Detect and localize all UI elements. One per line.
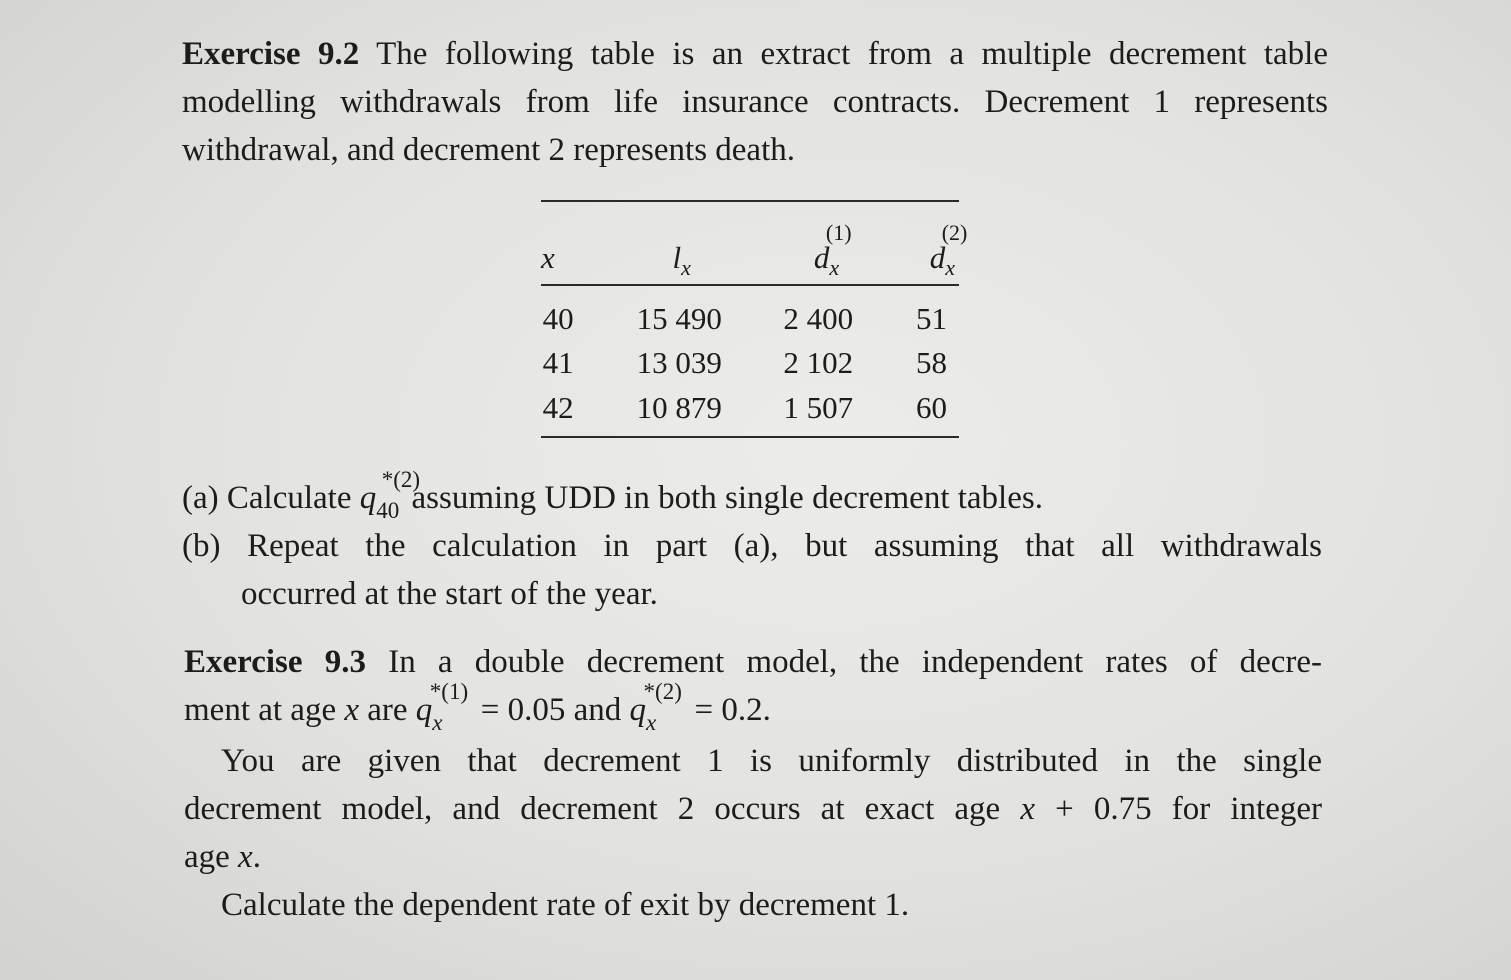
part-a-label: (a) (182, 480, 219, 516)
cell-d1: 1 507 (783, 389, 854, 425)
cell-lx: 15 490 (636, 301, 722, 336)
exercise-9-3-heading: Exercise 9.3 (184, 644, 366, 680)
table-row (541, 286, 959, 340)
cell-d2: 58 (916, 344, 947, 380)
q-star-2-40-symbol: $q_{40}$ *(2) (359, 467, 421, 523)
exercise-9-2-line-3: withdrawal, and decrement 2 represents death. (182, 132, 795, 168)
cell-lx: 10 879 (636, 389, 722, 425)
cell-d1: 2 102 (783, 344, 854, 380)
exercise-9-2-line-1: The following table is an extract from a multiple decrement table (376, 36, 1328, 72)
exercise-9-3-line-1: In a double decrement model, the independent rates of decre- (388, 644, 1323, 680)
cell-d2: 51 (916, 301, 947, 336)
part-b-line-2: occurred at the start of the year. (241, 576, 658, 612)
q-star-2-x-symbol: $q_x$ *(2) (629, 679, 682, 735)
header-lx: $l_x$ (672, 240, 691, 280)
table-bottom-rule (541, 436, 959, 438)
part-b-line-1: Repeat the calculation in part (a), but assuming that all withdrawals (247, 528, 1322, 564)
exercise-9-3: Exercise 9.3 In a double decrement model, the independent rates of decre- ment at age x are $q_x$ *(1) = 0.05 and $q_x$ *(2) = 0.2. You are given that decrement 1 is uniformly distributed in the single decrement model, and decrement 2 occurs at exact age x + 0.75 for integer age x. Calculate the dependent rate of exit by decrement 1. (184, 638, 1322, 929)
cell-x: 40 (542, 301, 574, 336)
cell-lx: 13 039 (636, 344, 722, 380)
header-d1: $d_x$ (1) (813, 220, 852, 280)
exercise-9-2-intro (182, 30, 1328, 174)
exercise-9-2-line-2: modelling withdrawals from life insurance contracts. Decrement 1 represents (182, 84, 1328, 120)
part-a-text-before: Calculate (226, 480, 352, 516)
cell-d2: 60 (916, 389, 947, 425)
exercise-9-2-heading: Exercise 9.2 (182, 36, 360, 72)
q-star-1-x-symbol: $q_x$ *(1) (415, 679, 469, 735)
exercise-9-3-para-2-line-1: You are given that decrement 1 is uniformly distributed in the single (221, 743, 1322, 779)
cell-d1: 2 400 (783, 301, 854, 336)
decrement-table (541, 200, 968, 438)
table-row (541, 385, 959, 430)
exercise-9-3-para-3: Calculate the dependent rate of exit by decrement 1. (221, 887, 910, 923)
exercise-9-2-part-a (182, 467, 1328, 525)
part-a-text-after: assuming UDD in both single decrement tables. (411, 480, 1043, 516)
header-x: x (541, 240, 555, 275)
table-header-row (541, 202, 959, 284)
cell-x: 42 (542, 389, 574, 425)
header-d2: $d_x$ (2) (929, 220, 968, 280)
exercise-9-2-part-b (182, 522, 1322, 618)
part-b-label: (b) (182, 528, 221, 564)
cell-x: 41 (542, 344, 574, 380)
table-row (541, 340, 959, 385)
